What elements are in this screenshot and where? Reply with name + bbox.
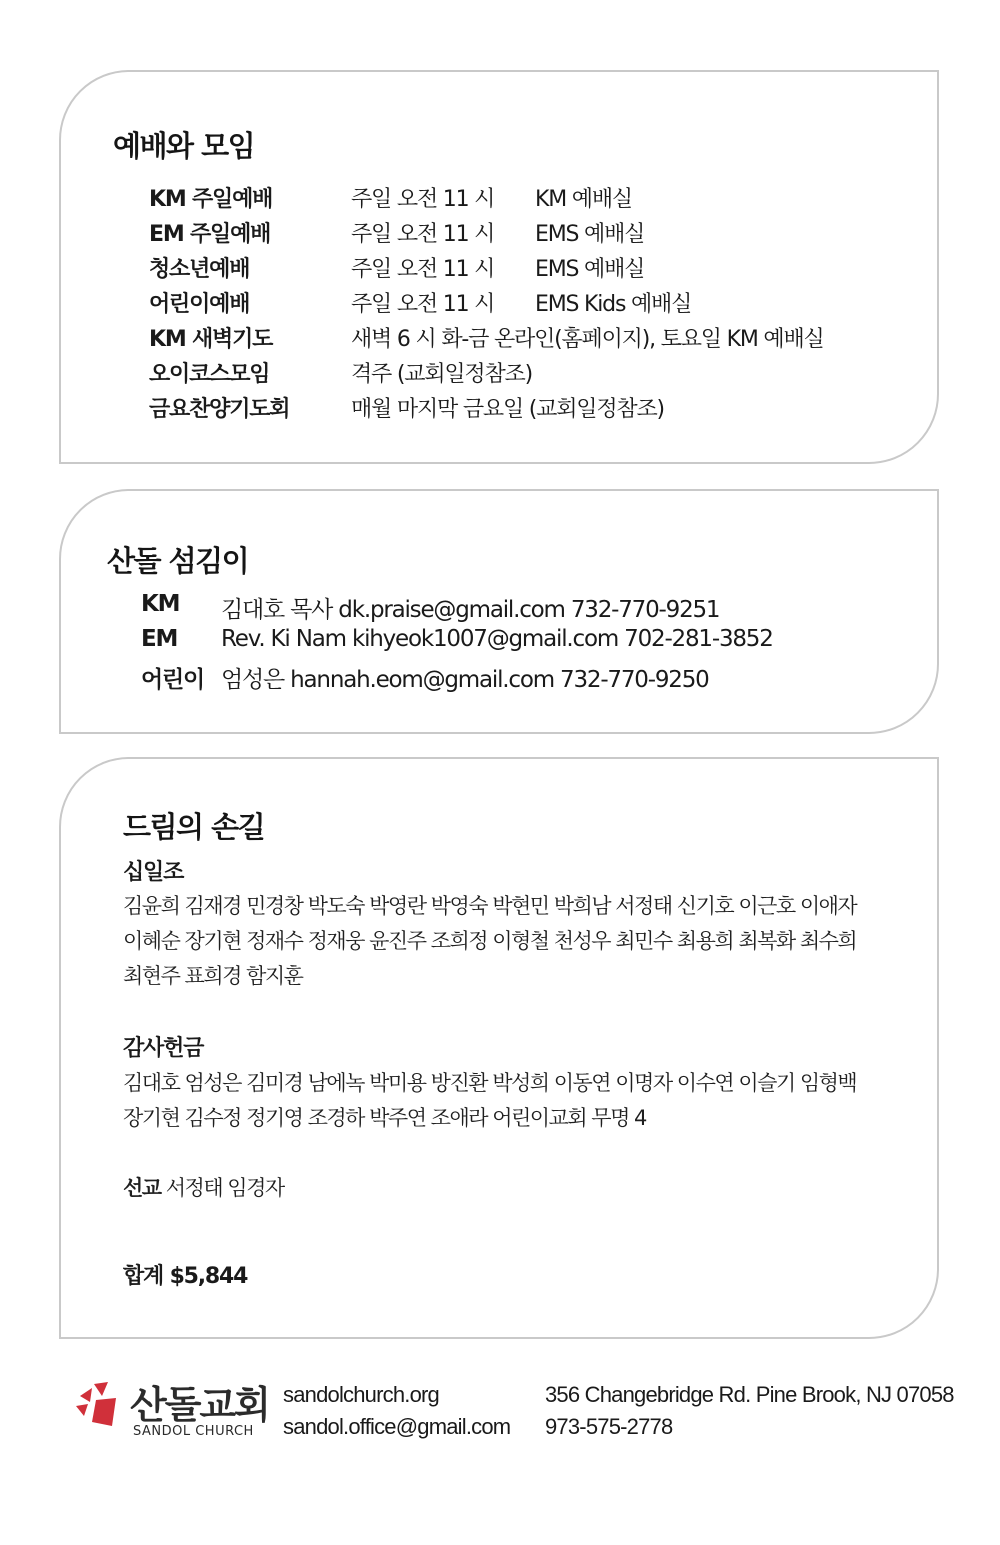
- worship-card: [59, 70, 939, 464]
- tithe-names-line: 이혜순 장기현 정재수 정재웅 윤진주 조희정 이형철 천성우 최민수 최용희 최복화 최수희: [123, 929, 857, 953]
- church-phone: 973-575-2778: [545, 1414, 673, 1439]
- worship-name: 금요찬양기도회: [149, 397, 290, 422]
- worship-name: 청소년예배: [149, 257, 250, 282]
- church-name-korean: 산돌교회: [130, 1383, 269, 1427]
- servant-contact: 김대호 목사 dk.praise@gmail.com 732-770-9251: [221, 597, 720, 623]
- mission-names: 서정태 임경자: [165, 1176, 284, 1200]
- worship-time: 주일 오전 11 시: [351, 222, 495, 247]
- mission-label: 선교: [123, 1176, 161, 1200]
- servant-row: [141, 661, 901, 691]
- servant-role: KM: [141, 591, 180, 617]
- worship-name: KM 새벽기도: [149, 327, 273, 352]
- tithe-names-line: 김윤희 김재경 민경창 박도숙 박영란 박영숙 박현민 박희남 서정태 신기호 이근호 이애자: [123, 894, 857, 918]
- worship-time: 주일 오전 11 시: [351, 187, 495, 212]
- thanks-label: 감사헌금: [123, 1036, 204, 1061]
- church-address: 356 Changebridge Rd. Pine Brook, NJ 07058: [545, 1382, 954, 1407]
- offering-card: [59, 757, 939, 1339]
- worship-name: 어린이예배: [149, 292, 250, 317]
- worship-row: [149, 392, 919, 422]
- worship-place: EMS 예배실: [535, 222, 645, 247]
- offering-title: 드림의 손길: [123, 810, 265, 844]
- tithe-names-line: 최현주 표희경 함지훈: [123, 964, 303, 988]
- servant-contact: Rev. Ki Nam kihyeok1007@gmail.com 702-281-3852: [221, 626, 773, 652]
- worship-name: EM 주일예배: [149, 222, 271, 247]
- email-link[interactable]: sandol.office@gmail.com: [283, 1414, 511, 1439]
- thanks-names-line: 김대호 엄성은 김미경 남에녹 박미용 방진환 박성희 이동연 이명자 이수연 이슬기 임형백: [123, 1071, 857, 1095]
- worship-time: 격주 (교회일정참조): [351, 362, 532, 387]
- worship-place: EMS Kids 예배실: [535, 292, 692, 317]
- servant-row: [141, 591, 901, 621]
- church-name-english: SANDOL CHURCH: [133, 1424, 254, 1439]
- servant-row: [141, 626, 901, 656]
- servant-contact: 엄성은 hannah.eom@gmail.com 732-770-9250: [221, 667, 709, 693]
- thanks-names-line: 장기현 김수정 정기영 조경하 박주연 조애라 어린이교회 무명 4: [123, 1106, 646, 1130]
- worship-time: 주일 오전 11 시: [351, 257, 495, 282]
- website-link[interactable]: sandolchurch.org: [283, 1382, 439, 1407]
- worship-name: 오이코스모임: [149, 362, 270, 387]
- offering-total: 합계 $5,844: [123, 1264, 248, 1289]
- footer: [0, 1370, 1000, 1450]
- worship-place: EMS 예배실: [535, 257, 645, 282]
- worship-row: [149, 287, 919, 317]
- church-logo-icon: [74, 1382, 122, 1432]
- worship-title: 예배와 모임: [113, 129, 255, 163]
- servant-role: 어린이: [141, 667, 205, 693]
- worship-row: [149, 252, 919, 282]
- worship-row: [149, 322, 919, 352]
- worship-row: [149, 357, 919, 387]
- servants-title: 산돌 섬김이: [107, 544, 249, 578]
- worship-row: [149, 217, 919, 247]
- servant-role: EM: [141, 626, 178, 652]
- worship-time: 새벽 6 시 화-금 온라인(홈페이지), 토요일 KM 예배실: [351, 327, 824, 352]
- worship-place: KM 예배실: [535, 187, 632, 212]
- worship-row: [149, 182, 919, 212]
- tithe-label: 십일조: [123, 860, 184, 885]
- worship-time: 주일 오전 11 시: [351, 292, 495, 317]
- worship-name: KM 주일예배: [149, 187, 273, 212]
- mission-line: [123, 1172, 284, 1202]
- servants-card: [59, 489, 939, 734]
- worship-time: 매월 마지막 금요일 (교회일정참조): [351, 397, 664, 422]
